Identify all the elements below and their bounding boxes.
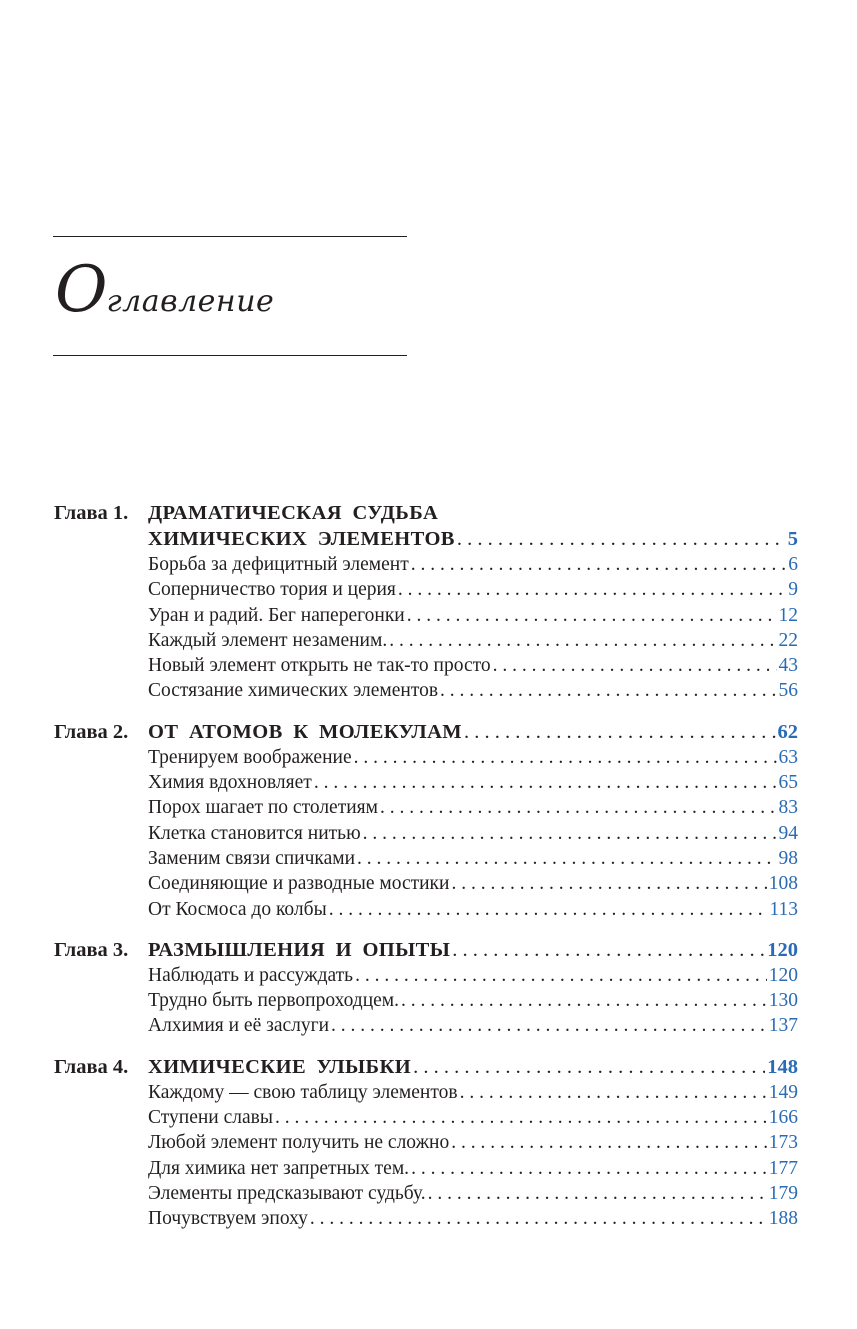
dot-leader [355, 963, 767, 988]
page-title [55, 253, 275, 327]
section-title: Каждый элемент незаменим. [148, 629, 388, 651]
section-title: Алхимия и её заслуги [148, 1015, 330, 1037]
section-title: Каждому — свою таблицу элементов [148, 1081, 458, 1103]
chapter-number: Глава 2. [54, 720, 129, 743]
chapter-heading[interactable] [54, 1054, 798, 1080]
chapter-2 [54, 719, 798, 922]
section-title: Почувствуем эпоху [148, 1208, 308, 1230]
section-page-number: 173 [768, 1132, 798, 1154]
chapter-title: РАЗМЫШЛЕНИЯ И ОПЫТЫ [148, 938, 451, 961]
chapter-page-number: 148 [767, 1055, 798, 1078]
chapter-heading[interactable] [54, 500, 798, 526]
dot-leader [493, 653, 777, 678]
section-page-number: 22 [778, 629, 798, 651]
section-page-number: 113 [769, 898, 798, 920]
dot-leader [411, 1156, 767, 1181]
section-title: Химия вдохновляет [148, 772, 312, 794]
table-of-contents [54, 500, 798, 1247]
section-entry[interactable] [148, 678, 798, 703]
section-page-number: 6 [788, 554, 798, 575]
dot-leader [275, 1105, 767, 1130]
dot-leader [440, 678, 776, 703]
dot-leader [451, 1130, 767, 1155]
dot-leader [363, 821, 777, 846]
section-page-number: 65 [778, 772, 798, 794]
section-entry[interactable] [148, 745, 798, 770]
dot-leader [314, 770, 777, 795]
title-rule-bottom [53, 355, 407, 356]
section-page-number: 94 [778, 822, 798, 844]
page-title-rest: главление [106, 284, 275, 319]
dot-leader [407, 603, 777, 628]
section-title: Трудно быть первопроходцем. [148, 990, 400, 1012]
section-page-number: 166 [768, 1107, 798, 1129]
dot-leader [398, 577, 786, 602]
section-page-number: 137 [768, 1015, 798, 1037]
section-entry[interactable] [148, 770, 798, 795]
section-entry[interactable] [148, 871, 798, 896]
section-page-number: 130 [768, 990, 798, 1012]
section-entry[interactable] [148, 897, 798, 922]
section-title: Наблюдать и рассуждать [148, 964, 354, 986]
section-page-number: 83 [778, 797, 798, 819]
section-entry[interactable] [148, 1156, 798, 1181]
page-title-initial: О [55, 253, 107, 327]
section-entry[interactable] [148, 1013, 798, 1038]
chapter-title: ДРАМАТИЧЕСКАЯ СУДЬБА [148, 502, 439, 524]
section-title: Соперничество тория и церия [148, 579, 396, 601]
chapter-4 [54, 1054, 798, 1232]
section-page-number: 120 [768, 964, 798, 986]
chapter-heading[interactable] [54, 937, 798, 963]
dot-leader [411, 552, 786, 577]
section-title: Борьба за дефицитный элемент [148, 554, 409, 575]
dot-leader [331, 1013, 767, 1038]
dot-leader [329, 897, 768, 922]
chapter-title: ХИМИЧЕСКИХ ЭЛЕМЕНТОВ [148, 528, 455, 550]
section-page-number: 63 [778, 746, 798, 768]
dot-leader [380, 795, 777, 820]
chapter-number: Глава 1. [54, 502, 129, 524]
section-page-number: 179 [768, 1182, 798, 1204]
section-entry[interactable] [148, 1206, 798, 1231]
dot-leader [310, 1206, 767, 1231]
section-title: Тренируем воображение [148, 746, 352, 768]
section-entry[interactable] [148, 821, 798, 846]
section-page-number: 9 [788, 579, 798, 601]
section-entry[interactable] [148, 628, 798, 653]
chapter-title: ХИМИЧЕСКИЕ УЛЫБКИ [148, 1055, 412, 1078]
section-entry[interactable] [148, 1181, 798, 1206]
dot-leader [389, 628, 776, 653]
chapter-page-number: 120 [767, 938, 798, 961]
section-entry[interactable] [148, 988, 798, 1013]
chapter-page-number: 5 [787, 528, 798, 550]
section-entry[interactable] [148, 552, 798, 577]
section-title: Любой элемент получить не сложно [148, 1132, 450, 1154]
section-page-number: 177 [768, 1157, 798, 1179]
section-title: Клетка становится нитью [148, 822, 361, 844]
section-page-number: 12 [778, 604, 798, 626]
section-title: Соединяющие и разводные мостики [148, 873, 450, 895]
section-title: Ступени славы [148, 1107, 273, 1129]
chapter-number: Глава 3. [54, 938, 129, 961]
section-title: Элементы предсказывают судьбу. [148, 1182, 426, 1204]
section-page-number: 188 [768, 1208, 798, 1230]
section-page-number: 149 [768, 1081, 798, 1103]
dot-leader [452, 937, 765, 963]
section-entry[interactable] [148, 603, 798, 628]
section-entry[interactable] [148, 795, 798, 820]
section-page-number: 108 [768, 873, 798, 895]
dot-leader [464, 719, 775, 745]
section-entry[interactable] [148, 577, 798, 602]
chapter-number: Глава 4. [54, 1055, 129, 1078]
section-title: Для химика нет запретных тем. [148, 1157, 410, 1179]
section-entry[interactable] [148, 846, 798, 871]
dot-leader [460, 1080, 767, 1105]
section-page-number: 56 [778, 680, 798, 702]
chapter-title: ОТ АТОМОВ К МОЛЕКУЛАМ [148, 720, 463, 743]
chapter-page-number: 62 [777, 720, 798, 743]
section-title: Уран и радий. Бег наперегонки [148, 604, 405, 626]
dot-leader [357, 846, 776, 871]
dot-leader [457, 526, 786, 552]
section-entry[interactable] [148, 963, 798, 988]
section-entry[interactable] [148, 1105, 798, 1130]
section-title: От Космоса до колбы [148, 898, 327, 920]
section-entry[interactable] [148, 1080, 798, 1105]
section-entry[interactable] [148, 1130, 798, 1155]
section-page-number: 98 [778, 847, 798, 869]
section-page-number: 43 [778, 655, 798, 677]
chapter-heading[interactable] [54, 719, 798, 745]
chapter-1 [54, 500, 798, 704]
chapter-3 [54, 937, 798, 1039]
section-title: Порох шагает по столетиям [148, 797, 378, 819]
section-title: Новый элемент открыть не так-то просто [148, 655, 491, 677]
dot-leader [451, 871, 766, 896]
section-title: Состязание химических элементов [148, 680, 439, 702]
dot-leader [401, 988, 767, 1013]
section-title: Заменим связи спичками [148, 847, 356, 869]
dot-leader [354, 745, 777, 770]
chapter-heading-continued[interactable] [148, 526, 798, 552]
dot-leader [413, 1054, 765, 1080]
dot-leader [428, 1181, 767, 1206]
section-entry[interactable] [148, 653, 798, 678]
title-rule-top [53, 236, 407, 237]
